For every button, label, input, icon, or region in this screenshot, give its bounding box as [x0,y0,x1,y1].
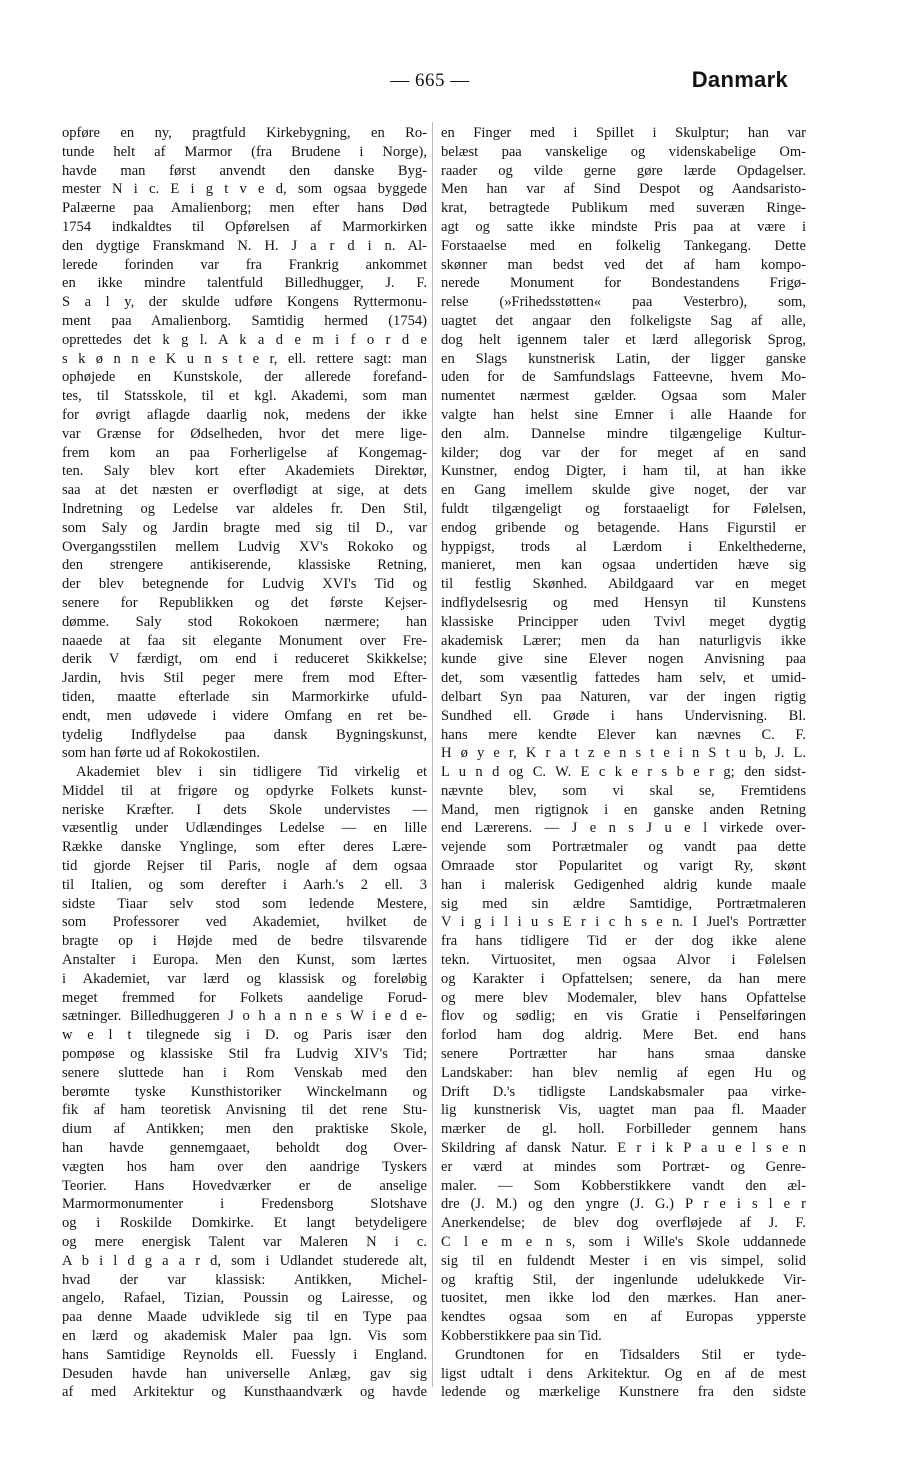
text-line: Kunstner, endog Digter, i ham til, at han ikke [441,463,806,480]
text-line: forlod ham dog aldrig. Mere Bet. end hans [441,1027,806,1044]
text-line: klassiske Principper uden Tvivl meget dygtig [441,613,806,630]
text-line: flov og sødlig; en vis Gratie i Penselføringen [441,1008,806,1025]
text-line: senere for Republikken og det første Kejser- [62,594,427,611]
text-line: ophøjede en Kunstskole, der allerede forefand- [62,369,427,386]
text-line: tes, til Statsskole, til et kgl. Akademi, som man [62,388,427,405]
text-line: uden for de Samfundslags Fatteevne, hvem Mo- [441,369,806,386]
text-line: væsentlig under Udlændinges Ledelse — en lille [62,820,427,837]
text-line: tuositet, men ikke lod den mærkes. Han aner- [441,1290,806,1307]
text-line: tunde helt af Marmor (fra Brudene i Norge), [62,143,427,160]
text-line: hvad der var klassisk: Antikken, Michel- [62,1271,427,1288]
text-line: vægten hos ham over den aandrige Tyskers [62,1158,427,1175]
text-line: Men han var af Sind Despot og Aandsaristo- [441,181,806,198]
text-line: valgte han helst sine Emner i alle Haande for [441,406,806,423]
text-line: til festlig Skønhed. Abildgaard var en meget [441,576,806,593]
text-line: er værd at mindes som Portræt- og Genre- [441,1158,806,1175]
text-line: L u n d og C. W. E c k e r s b e r g; den sidst- [441,764,806,781]
text-line: til Italien, og som derefter i Aarh.'s 2 ell. 3 [62,876,427,893]
text-line: V i g i l i u s E r i c h s e n. I Juel's Portrætter [441,914,806,931]
right-column [441,124,806,1402]
text-line: Jardin, hvis Stil peger mere frem mod Efter- [62,670,427,687]
text-line: oprettedes det k g l. A k a d e m i f o r d e [62,331,427,348]
text-line: naaede at faa sit elegante Monument over Fre- [62,632,427,649]
text-line: hyppigst, trods al Lærdom i Enkelthederne, [441,538,806,555]
text-line: Mand, men rigtignok i en ganske anden Retning [441,801,806,818]
text-line: maler. — Som Kobberstikkere vandt den æl- [441,1177,806,1194]
text-line: uagtet det angaar den folkeligste Sag af alle, [441,312,806,329]
text-line: han i malerisk Gedigenhed aldrig kunde maale [441,876,806,893]
text-line: Teorier. Hans Hovedværker er de anselige [62,1177,427,1194]
text-line: kendtes ogsaa som en af Europas ypperste [441,1309,806,1326]
text-line: 1754 indkaldtes til Opførelsen af Marmorkirken [62,218,427,235]
text-line: fra hans tidligere Tid er der dog ikke alene [441,933,806,950]
text-line: den strengere antikiserende, klassiske Retning, [62,557,427,574]
text-line: kunde give sine Elever nogen Anvisning paa [441,651,806,668]
text-line: en lærd og akademisk Maler paa lgn. Vis som [62,1328,427,1344]
text-line: af med Arkitektur og Kunsthaandværk og havde [62,1384,427,1401]
text-line: hans mere kendte Elever kan nævnes C. F. [441,726,806,743]
text-line: numentet nærmest gælder. Ogsaa som Maler [441,388,806,405]
text-line: Skildring af dansk Natur. E r i k P a u e l s e n [441,1140,806,1157]
text-line: endt, men udøvede i videre Omfang en ret be- [62,707,427,724]
text-line: ment paa Amalienborg. Samtidig hermed (1754) [62,312,427,329]
text-line: ledende og mærkelige Kunstnere fra den sidste [441,1384,806,1401]
text-line: som Professorer ved Akademiet, hvilket de [62,914,427,931]
text-line: en Slags kunstnerisk Latin, der ligger ganske [441,350,806,367]
text-line: fuldt tilgængeligt og forstaaeligt for Følelsen, [441,500,806,517]
text-line: sig til en fuldendt Mester i en vis simpel, solid [441,1252,806,1269]
text-line: en ikke mindre talentfuld Billedhugger, J. F. [62,275,427,292]
page-header [0,67,920,100]
text-line: angelo, Rafael, Tizian, Poussin og Lairesse, og [62,1290,427,1307]
text-line: senere Portrætter har hans smaa danske [441,1046,806,1063]
text-line: S a l y, der skulde udføre Kongens Ryttermonu- [62,294,427,311]
text-line: Forstaaelse med en folkelig Tankegang. Dette [441,237,806,254]
text-line: derik V færdigt, om end i reduceret Skikkelse; [62,651,427,668]
text-line: lerede forinden var fra Frankrig ankommet [62,256,427,273]
text-line: tydelig Indflydelse paa dansk Bygningskunst, [62,726,427,743]
text-line: kilder; dog var der for meget af en sand [441,444,806,461]
text-line: dium af Antikken; men den praktiske Skole, [62,1121,427,1138]
text-line: dog helt igennem taler et lærd allegorisk Sprog, [441,331,806,348]
left-column [62,124,427,1402]
text-line: tekn. Virtuositet, men ogsaa Alvor i Følelsen [441,952,806,969]
text-line: Marmormonumenter i Fredensborg Slotshave [62,1196,427,1213]
text-line: den alm. Dannelse mindre tilgængelige Kultur- [441,425,806,442]
text-line: en Finger med i Spillet i Skulptur; han var [441,125,806,141]
text-line: meget fremmed for Folkets aandelige Forud- [62,989,427,1006]
text-line: han havde gennemgaaet, beholdt dog Over- [62,1140,427,1157]
text-line: havde man først anvendt den danske Byg- [62,162,427,179]
text-line: Middel til at frigøre og opdyrke Folkets kunst- [62,782,427,799]
text-line: tid gjorde Rejser til Paris, nogle af dem ogsaa [62,858,427,875]
text-line: som Saly og Jardin bragte med sig til D., var [62,519,427,536]
text-line: sidste Tiaar selv stod som ledende Mestere, [62,895,427,912]
text-line: pompøse og klassiske Stil fra Ludvig XIV's Tid; [62,1046,427,1063]
text-line: saa at det næsten er overflødigt at sige, at dets [62,482,427,499]
text-line: delbart Syn paa Naturen, var der ingen rigtig [441,688,806,705]
text-line: Desuden havde han universelle Anlæg, gav sig [62,1365,427,1382]
text-line: Omraade stor Popularitet og varigt Ry, skønt [441,858,806,875]
text-line: fik af ham teoretisk Anvisning til det rene Stu- [62,1102,427,1119]
text-line: Overgangsstilen mellem Ludvig XV's Rokoko og [62,538,427,555]
text-line: og i Roskilde Domkirke. Et langt betydeligere [62,1215,427,1232]
text-line: vejende som Portrætmaler og vandt paa dette [441,839,806,856]
text-line: den dygtige Franskmand N. H. J a r d i n. Al- [62,237,427,254]
text-line: lig kunstnerisk Vis, uagtet man paa fl. Maader [441,1102,806,1119]
text-line: Indretning og Ledelse var aldeles fr. Den Stil, [62,500,427,517]
text-line: manieret, men kan ogsaa undertiden hæve sig [441,557,806,574]
text-line: frem kom an paa Forherligelse af Kongemag- [62,444,427,461]
text-line: Kobberstikkere paa sin Tid. [441,1328,602,1344]
text-line: akademisk Lærer; men da han naturligvis ikke [441,632,806,649]
text-line: opføre en ny, pragtfuld Kirkebygning, en Ro- [62,125,427,141]
text-line: agt og satte ikke mindste Pris paa at være i [441,218,806,235]
column-divider [432,122,433,1387]
text-line: dre (J. M.) og den yngre (J. G.) P r e i s l e r [441,1196,806,1213]
text-line: og kraftig Stil, der ingenlunde udelukkede Vir- [441,1271,806,1288]
text-line: der blev betegnende for Ludvig XVI's Tid og [62,576,427,593]
text-line: end Lærerens. — J e n s J u e l virkede over- [441,820,806,837]
text-line: raader og vilde gerne gøre lærde Opdagelser. [441,162,806,179]
text-line: og Karakter i Opfattelsen; senere, da han mere [441,970,806,987]
text-line: endog gribende og betagende. Hans Figurstil er [441,519,806,536]
text-line: w e l t tilegnede sig i D. og Paris især den [62,1027,427,1044]
text-line: paa denne Maade udviklede sig til en Type paa [62,1309,427,1326]
text-line: relse (»Frihedsstøtten« paa Vesterbro), som, [441,294,806,311]
text-line: en Gang imellem skulde give noget, der var [441,482,806,499]
text-line: ten. Saly blev kort efter Akademiets Direktør, [62,463,427,480]
text-line: dømme. Saly stod Rokokoen nærmere; han [62,613,427,630]
text-line: Række danske Ynglinge, som efter deres Lære- [62,839,427,856]
text-line: og mere blev Modemaler, blev hans Opfattelse [441,989,806,1006]
text-line: Akademiet blev i sin tidligere Tid virkelig et [76,764,427,781]
text-line: A b i l d g a a r d, som i Udlandet studerede alt, [62,1252,427,1269]
text-line: i Akademiet, var lærd og klassisk og foreløbig [62,970,427,987]
text-line: berømte tyske Kunsthistoriker Winckelmann og [62,1083,427,1100]
text-line: Sundhed ell. Grøde i hans Undervisning. Bl. [441,707,806,724]
text-line: Anerkendelse; de blev dog overfløjede af J. F. [441,1215,806,1232]
text-line: for øvrigt aflagde daarlig nok, medens der ikke [62,406,427,423]
text-line: hans Samtidige Reynolds ell. Fuessly i England. [62,1346,427,1363]
text-line: krat, betragtede Publikum med suveræn Ringe- [441,200,806,217]
text-line: sig med sin ældre Samtidige, Portrætmaleren [441,895,806,912]
text-line: neriske Kræfter. I dets Skole undervistes — [62,801,427,818]
text-line: Grundtonen for en Tidsalders Stil er tyde- [455,1346,806,1363]
text-line: senere sluttede han i Rom Venskab med den [62,1064,427,1081]
text-line: s k ø n n e K u n s t e r, ell. rettere sagt: man [62,350,427,367]
text-line: det, som væsentlig fattedes ham selv, et umid- [441,670,806,687]
text-line: Landskaber: han blev nemlig af egen Hu og [441,1064,806,1081]
text-line: C l e m e n s, som i Wille's Skole uddannede [441,1234,806,1251]
text-line: Palæerne paa Amalienborg; men efter hans Død [62,200,427,217]
text-line: skønner man bedst ved det af ham kompo- [441,256,806,273]
text-line: indflydelsesrig og med Hensyn til Kunstens [441,594,806,611]
text-line: H ø y e r, K r a t z e n s t e i n S t u b, J. L. [441,745,806,762]
text-line: sætninger. Billedhuggeren J o h a n n e s W i e d e- [62,1008,427,1025]
text-line: bragte op i Højde med de bedre tilsvarende [62,933,427,950]
text-line: tiden, maatte efterlade sin Marmorkirke ufuld- [62,688,427,705]
text-line: ligst udtalt i dens Arkitektur. Og en af de mest [441,1365,806,1382]
running-title: Danmark [691,67,788,92]
text-line: nerede Monument for Bondestandens Frigø- [441,275,806,292]
text-line: nævnte blev, som vi skal se, Fremtidens [441,782,806,799]
text-line: mærker de gl. holl. Forbilleder gennem hans [441,1121,806,1138]
page-number: — 665 — [390,70,470,91]
text-line: mester N i c. E i g t v e d, som ogsaa byggede [62,181,427,198]
text-line: var Grænse for Ødselheden, hvor det mere lige- [62,425,427,442]
text-line: Drift D.'s tidligste Landskabsmaler paa virke- [441,1083,806,1100]
text-line: som han førte ud af Rokokostilen. [62,745,260,762]
text-line: og mere energisk Talent var Maleren N i c. [62,1234,427,1251]
text-line: belæst paa vanskelige og videnskabelige Om- [441,143,806,160]
text-line: Anstalter i Europa. Men den Kunst, som lærtes [62,952,427,969]
